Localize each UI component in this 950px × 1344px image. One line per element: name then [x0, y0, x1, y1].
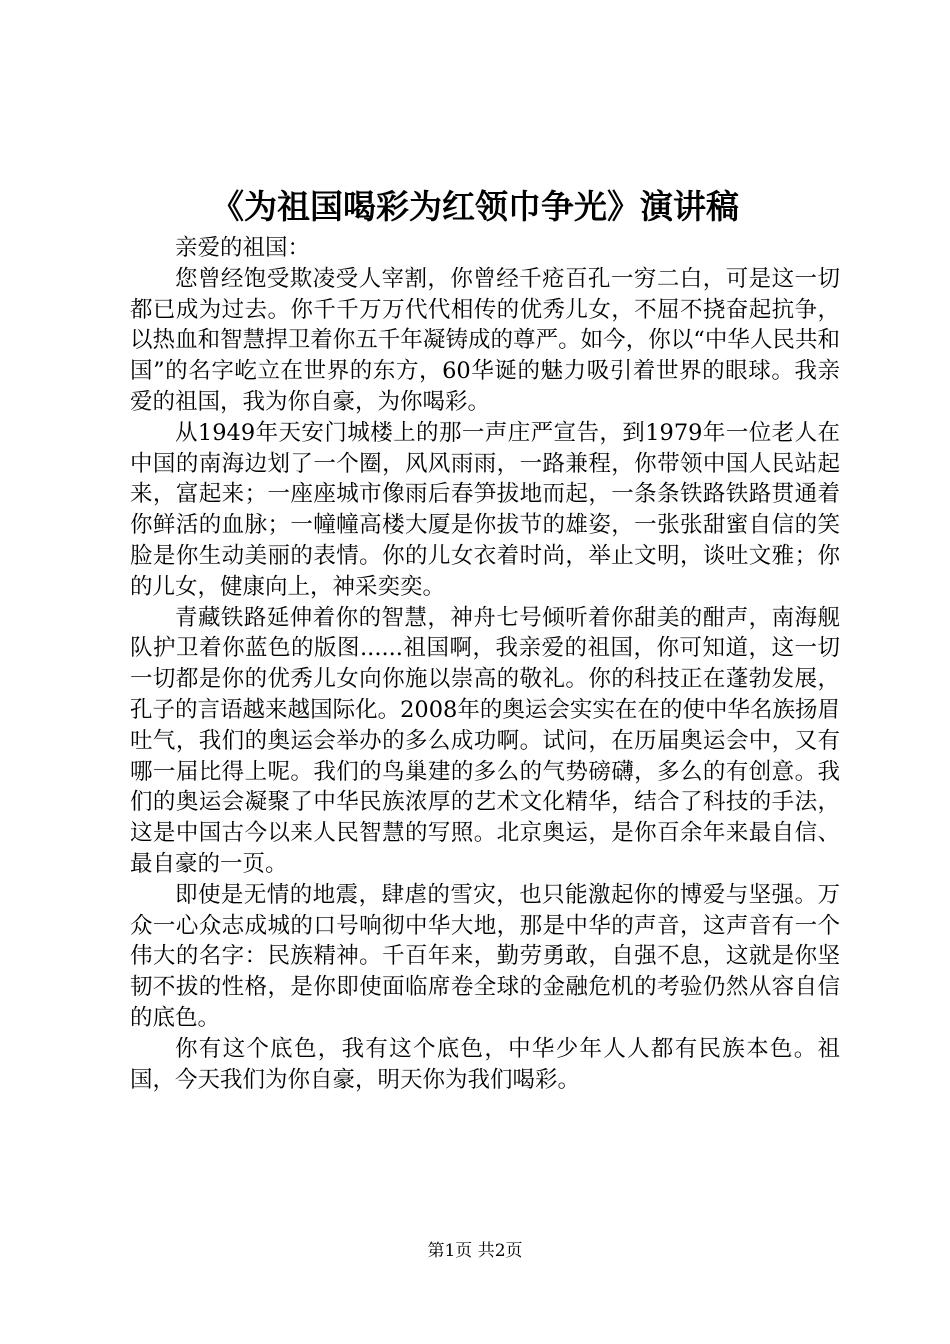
page-footer: 第1页 共2页 — [427, 1241, 523, 1261]
document-title: 《为祖国喝彩为红领巾争光》演讲稿 — [211, 187, 739, 226]
paragraph-2: 从1949年天安门城楼上的那一声庄严宣告，到1979年一位老人在中国的南海边划了一个圈，风风雨雨，一路兼程，你带领中国人民站起来，富起来；一座座城市像雨后春笋拔地而起，一条条铁路铁路贯通着你鲜活的血脉；一幢幢高楼大厦是你拔节的雄姿，一张张甜蜜自信的笑脸是你生动美丽的表情。你的儿女衣着时尚，举止文明，谈吐文雅；你的儿女，健康向上，神采奕奕。 — [130, 419, 840, 600]
paragraph-1: 您曾经饱受欺凌受人宰割，你曾经千疮百孔一穷二白，可是这一切都已成为过去。你千千万万代代相传的优秀儿女，不屈不挠奋起抗争，以热血和智慧捍卫着你五千年凝铸成的尊严。如今，你以“中华人民共和国”的名字屹立在世界的东方，60华诞的魅力吸引着世界的眼球。我亲爱的祖国，我为你自豪，为你喝彩。 — [130, 265, 840, 415]
salutation: 亲爱的祖国： — [175, 235, 311, 261]
paragraph-4: 即使是无情的地震，肆虐的雪灾，也只能激起你的博爱与坚强。万众一心众志成城的口号响彻中华大地，那是中华的声音，这声音有一个伟大的名字：民族精神。千百年来，勤劳勇敢，自强不息，这就是你坚韧不拔的性格，是你即使面临席卷全球的金融危机的考验仍然从容自信的底色。 — [130, 881, 840, 1031]
paragraph-3: 青藏铁路延伸着你的智慧，神舟七号倾听着你甜美的酣声，南海舰队护卫着你蓝色的版图......祖国啊，我亲爱的祖国，你可知道，这一切一切都是你的优秀儿女向你施以崇高的敬礼。你的科技正在蓬勃发展，孔子的言语越来越国际化。2008年的奥运会实实在在的使中华名族扬眉吐气，我们的奥运会举办的多么成功啊。试问，在历届奥运会中，又有哪一届比得上呢。我们的鸟巢建的多么的气势磅礴，多么的有创意。我们的奥运会凝聚了中华民族浓厚的艺术文化精华，结合了科技的手法，这是中国古今以来人民智慧的写照。北京奥运，是你百余年来最自信、最自豪的一页。 — [130, 604, 840, 877]
document-body — [130, 233, 840, 1095]
paragraph-5: 你有这个底色，我有这个底色，中华少年人人都有民族本色。祖国，今天我们为你自豪，明天你为我们喝彩。 — [130, 1035, 840, 1093]
